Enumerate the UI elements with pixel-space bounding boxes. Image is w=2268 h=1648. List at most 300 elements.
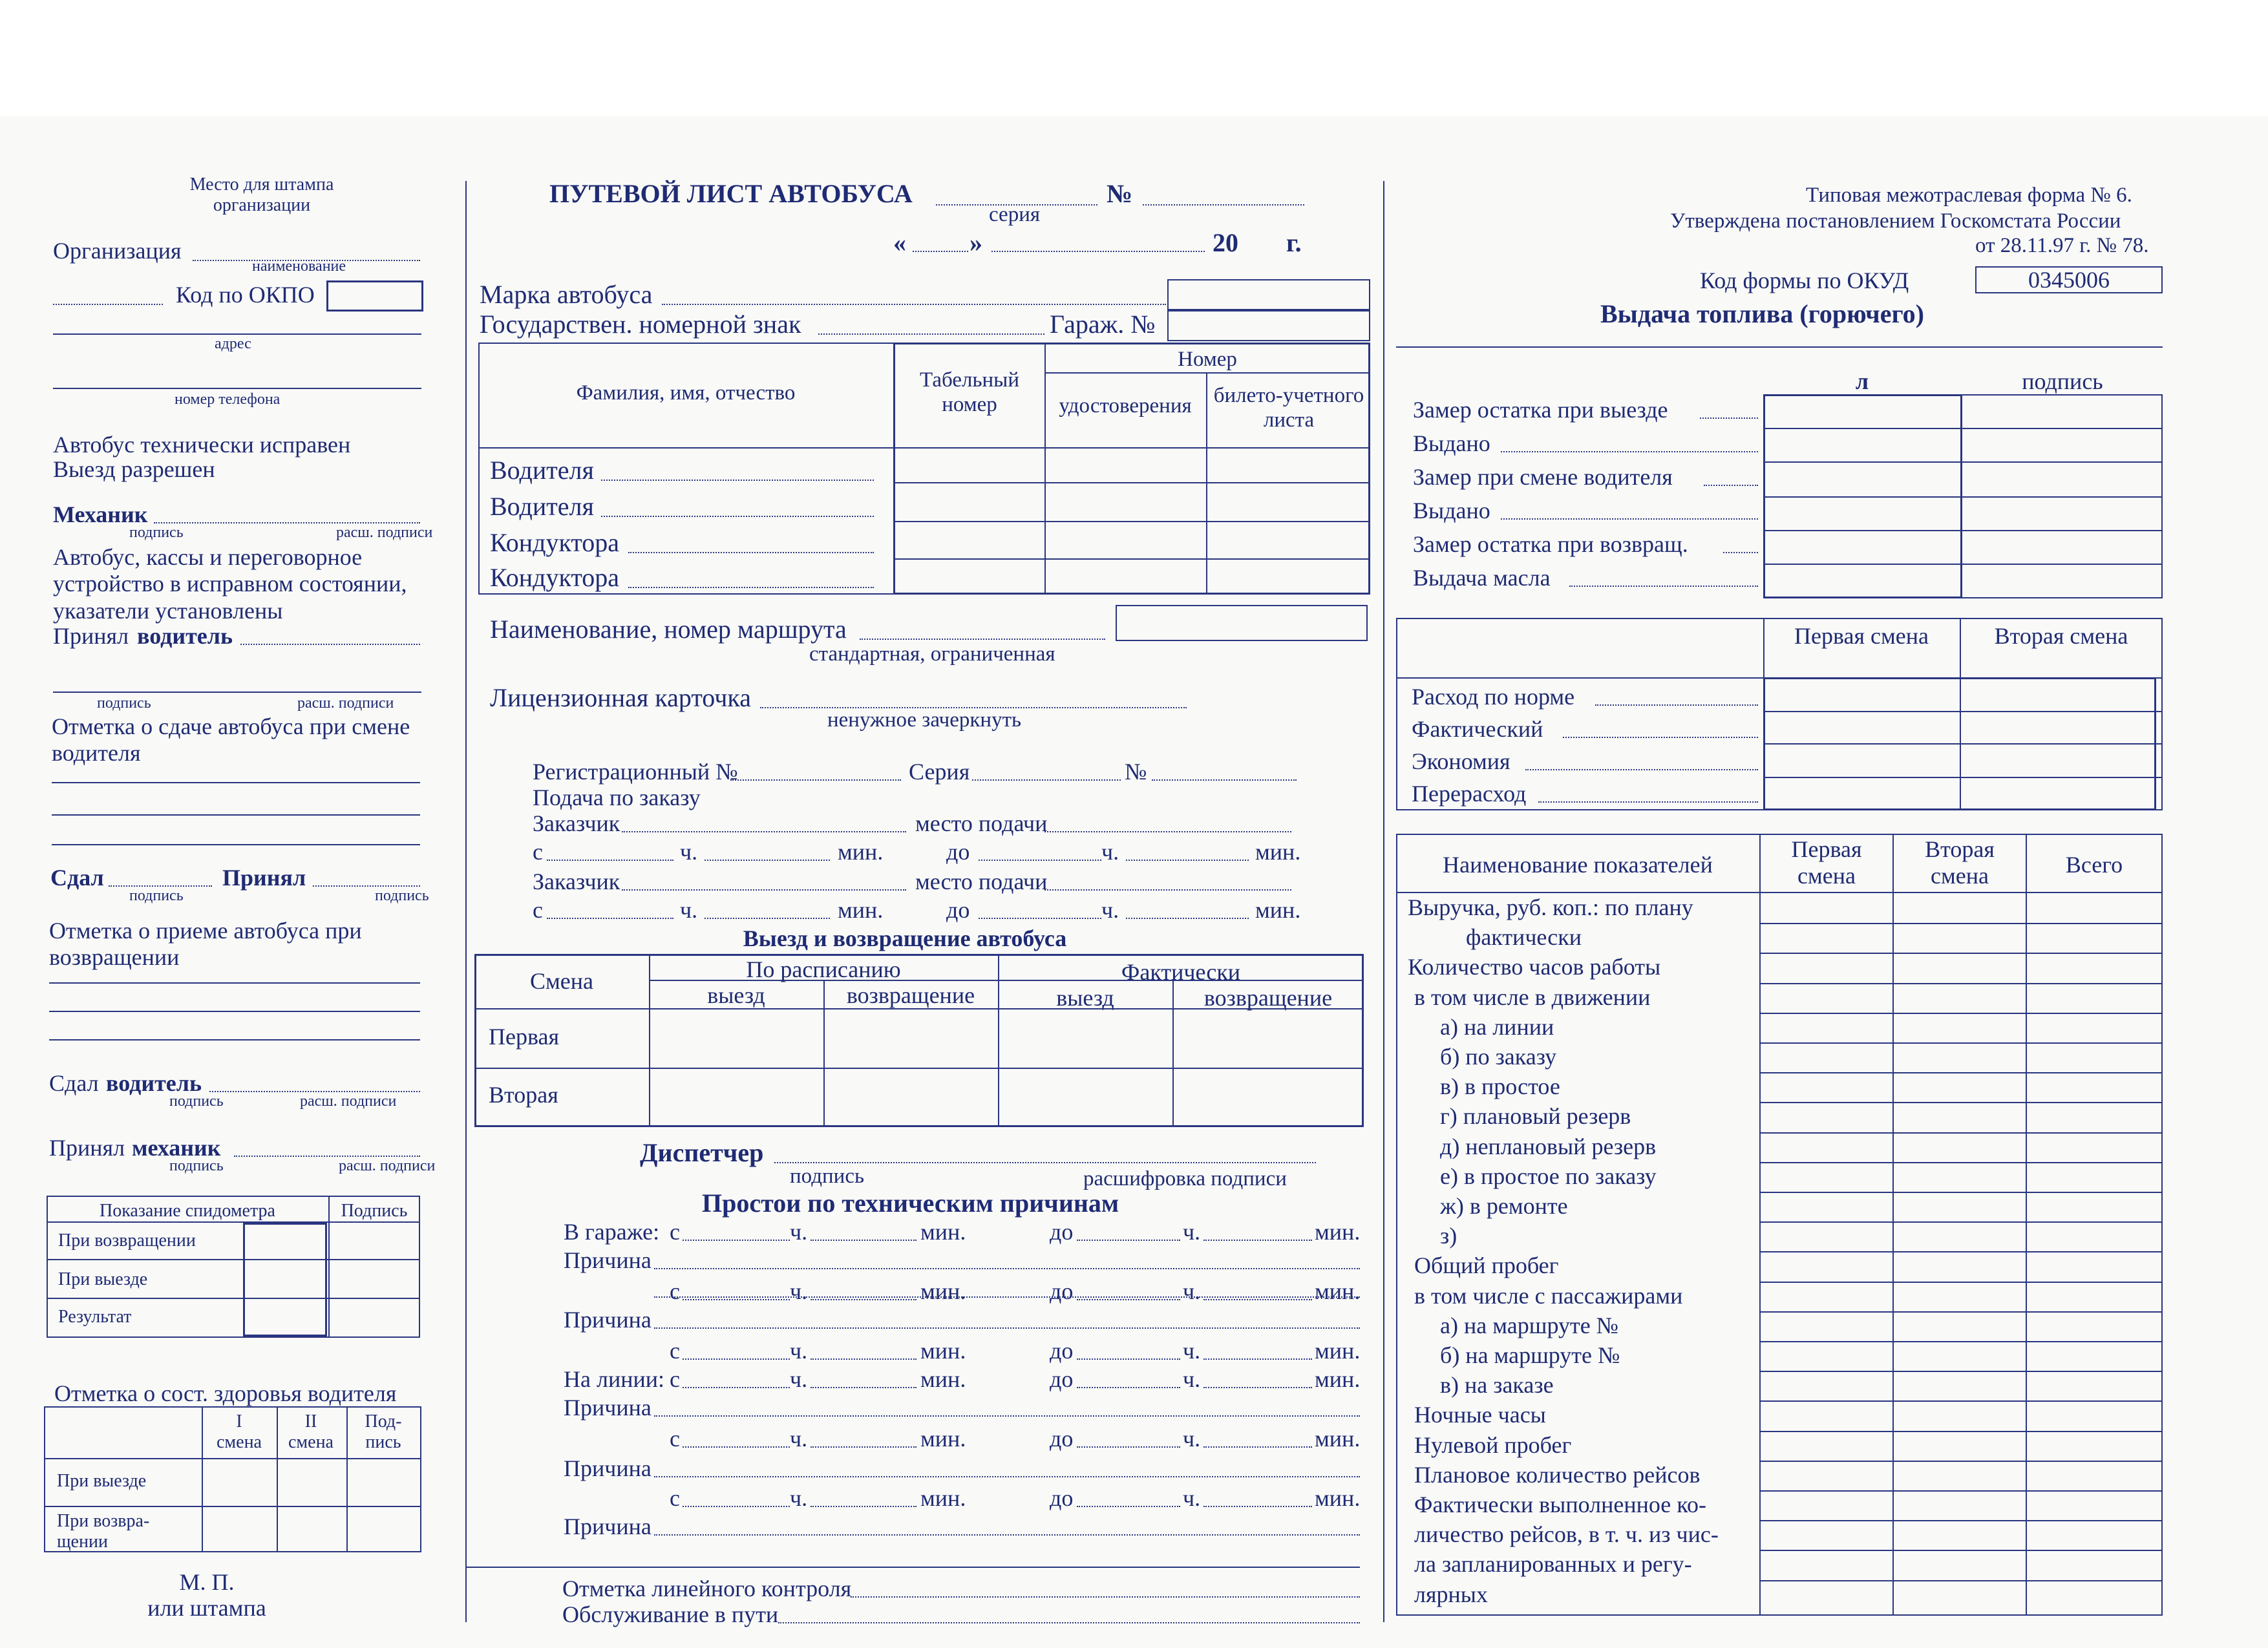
speedo-value-box[interactable] bbox=[243, 1223, 327, 1336]
number-sign: № bbox=[1107, 179, 1133, 208]
table-line bbox=[1759, 1580, 2163, 1581]
from-label: с bbox=[533, 897, 543, 923]
indicator-label: е) в простое по заказу bbox=[1440, 1163, 1657, 1189]
downtime-field[interactable] bbox=[1203, 1240, 1312, 1241]
min-label: мин. bbox=[1255, 839, 1301, 865]
from-label: с bbox=[670, 1278, 680, 1304]
from-hour-field[interactable] bbox=[547, 918, 673, 919]
min-label: мин. bbox=[1315, 1338, 1361, 1364]
exit-col-schedule: По расписанию bbox=[746, 956, 901, 982]
to-hour-field[interactable] bbox=[979, 860, 1101, 861]
reason-field[interactable] bbox=[654, 1268, 1360, 1269]
to-label: до bbox=[1050, 1366, 1074, 1392]
phone-line[interactable] bbox=[53, 388, 421, 389]
to-label: до bbox=[1050, 1426, 1074, 1452]
speedo-row-label: При возвращении bbox=[58, 1231, 196, 1251]
from-label: с bbox=[670, 1426, 680, 1452]
health-row-label: При выезде bbox=[57, 1471, 147, 1491]
bus-make-label: Марка автобуса bbox=[480, 280, 653, 309]
exit-col-back: возвращение bbox=[846, 982, 975, 1008]
return-note: Отметка о приеме автобуса при возвращении bbox=[49, 918, 362, 971]
min-label: мин. bbox=[920, 1366, 966, 1392]
table-line bbox=[1759, 953, 2163, 954]
gave-driver-label: водитель bbox=[106, 1070, 202, 1096]
okpo-code-box[interactable] bbox=[326, 280, 423, 312]
min-label: мин. bbox=[1255, 897, 1301, 923]
form-line-3: от 28.11.97 г. № 78. bbox=[1975, 234, 2149, 257]
downtime-field[interactable] bbox=[1203, 1299, 1312, 1300]
indicator-label: Нулевой пробег bbox=[1414, 1431, 1572, 1458]
reason-label: Причина bbox=[564, 1247, 652, 1273]
fuel-row-label: Замер остатка при выезде bbox=[1413, 397, 1668, 423]
garage-number-box[interactable] bbox=[1167, 310, 1370, 341]
indicator-label: в том числе с пассажирами bbox=[1414, 1282, 1683, 1309]
place-field[interactable] bbox=[1044, 889, 1291, 891]
reg-number-field[interactable] bbox=[730, 779, 901, 781]
downtime-field[interactable] bbox=[811, 1506, 917, 1507]
sign-note: подпись bbox=[169, 1093, 224, 1110]
fuel-title: Выдача топлива (горючего) bbox=[1600, 299, 1924, 328]
or-stamp-label: или штампа bbox=[147, 1595, 266, 1621]
table-line bbox=[1759, 1490, 2163, 1492]
route-code-box[interactable] bbox=[1116, 605, 1368, 641]
dispatcher-field[interactable] bbox=[774, 1162, 1316, 1163]
table-line bbox=[44, 1458, 421, 1459]
shift-1-header: Первая смена bbox=[1794, 623, 1929, 649]
date-open-quote: « bbox=[893, 228, 906, 257]
took-mech-label: механик bbox=[132, 1135, 221, 1161]
table-line bbox=[346, 1406, 348, 1552]
place-label: место подачи bbox=[915, 810, 1048, 836]
customer-field[interactable] bbox=[622, 889, 906, 891]
garage-label: Гараж. № bbox=[1050, 310, 1156, 339]
handover-note: Отметка о сдаче автобуса при смене водителя bbox=[52, 713, 410, 766]
crew-col-fio: Фамилия, имя, отчество bbox=[576, 381, 796, 405]
serie-field[interactable] bbox=[972, 779, 1121, 781]
service-field[interactable] bbox=[778, 1622, 1360, 1623]
min-label: мин. bbox=[1315, 1219, 1361, 1245]
crew-row-label: Водителя bbox=[490, 492, 594, 521]
downtime-field[interactable] bbox=[811, 1358, 917, 1360]
place-label: место подачи bbox=[915, 869, 1048, 894]
hour-label: ч. bbox=[1101, 897, 1119, 923]
indicator-label: Фактически выполненное ко- bbox=[1414, 1492, 1706, 1517]
downtime-title: Простои по техническим причинам bbox=[702, 1188, 1119, 1218]
form-line-2: Утверждена постановлением Госкомстата России bbox=[1670, 209, 2121, 233]
fuel-row-label: Замер остатка при возвращ. bbox=[1413, 531, 1688, 557]
year-suffix: г. bbox=[1286, 228, 1302, 257]
accepted-driver-field[interactable] bbox=[240, 644, 420, 645]
crew-name-field[interactable] bbox=[628, 587, 874, 588]
indicator-label: г) плановый резерв bbox=[1440, 1103, 1631, 1130]
serie-label: Серия bbox=[909, 759, 970, 785]
table-line bbox=[893, 521, 1370, 522]
indicator-label: д) неплановый резерв bbox=[1440, 1133, 1657, 1159]
hour-label: ч. bbox=[1183, 1219, 1201, 1245]
hour-label: ч. bbox=[1183, 1278, 1201, 1304]
ind-header: Наименование показателей bbox=[1443, 852, 1713, 878]
health-col: Под-пись bbox=[365, 1411, 402, 1453]
indicator-label: в) на заказе bbox=[1440, 1372, 1554, 1399]
handover-line-3[interactable] bbox=[52, 844, 420, 845]
from-label: с bbox=[670, 1219, 680, 1245]
decode-note: расш. подписи bbox=[297, 695, 394, 712]
norm-dots bbox=[1595, 704, 1758, 706]
mp-label: М. П. bbox=[179, 1569, 235, 1595]
table-line bbox=[1759, 983, 2163, 984]
gave-label: Сдал bbox=[50, 865, 104, 891]
min-label: мин. bbox=[838, 897, 884, 923]
table-line bbox=[1759, 1251, 2163, 1252]
downtime-field[interactable] bbox=[1077, 1299, 1180, 1300]
min-label: мин. bbox=[920, 1278, 966, 1304]
license-note: ненужное зачеркнуть bbox=[827, 708, 1022, 732]
in-garage-label: В гараже: bbox=[564, 1219, 660, 1245]
handover-line-2[interactable] bbox=[52, 814, 420, 816]
hour-label: ч. bbox=[680, 897, 698, 923]
downtime-field[interactable] bbox=[683, 1240, 790, 1241]
downtime-field[interactable] bbox=[1077, 1358, 1180, 1360]
table-line bbox=[1206, 372, 1207, 595]
address-note: адрес bbox=[215, 335, 251, 352]
reason-field[interactable] bbox=[654, 1327, 1360, 1329]
downtime-field[interactable] bbox=[811, 1240, 917, 1241]
gave-driver-field[interactable] bbox=[209, 1091, 420, 1092]
downtime-field[interactable] bbox=[811, 1446, 917, 1448]
to-label: до bbox=[946, 839, 970, 865]
fuel-col-l: л bbox=[1855, 368, 1869, 394]
table-line bbox=[1759, 923, 2163, 924]
service-label: Обслуживание в пути bbox=[562, 1601, 779, 1627]
year-label: 20 bbox=[1213, 228, 1238, 257]
indicator-label: фактически bbox=[1466, 924, 1582, 951]
downtime-field[interactable] bbox=[1203, 1387, 1312, 1388]
table-line bbox=[1763, 618, 1765, 810]
speedo-row-label: При выезде bbox=[58, 1269, 148, 1289]
downtime-field[interactable] bbox=[1203, 1506, 1312, 1507]
indicator-label: в том числе в движении bbox=[1414, 984, 1651, 1010]
fuel-dots bbox=[1704, 485, 1758, 486]
reason-label: Причина bbox=[564, 1395, 652, 1421]
table-line bbox=[1396, 677, 2163, 679]
table-line bbox=[1759, 1550, 2163, 1551]
reason-field[interactable] bbox=[654, 1415, 1360, 1417]
indicator-label: Количество часов работы bbox=[1408, 954, 1661, 980]
table-line bbox=[1759, 1072, 2163, 1073]
line-control-field[interactable] bbox=[851, 1596, 1360, 1598]
place-field[interactable] bbox=[1044, 831, 1291, 832]
ind-shift-1: Первая смена bbox=[1791, 836, 1862, 889]
table-line bbox=[1763, 597, 2163, 598]
downtime-field[interactable] bbox=[811, 1387, 917, 1388]
reason-field[interactable] bbox=[654, 1534, 1360, 1536]
table-line bbox=[1763, 743, 2163, 745]
column-divider bbox=[1383, 181, 1384, 1622]
bus-make-field[interactable] bbox=[662, 304, 1166, 305]
table-line bbox=[1759, 1341, 2163, 1342]
downtime-field[interactable] bbox=[683, 1387, 790, 1388]
ind-shift-2: Вторая смена bbox=[1925, 836, 1995, 889]
norm-dots bbox=[1525, 769, 1758, 770]
ind-total: Всего bbox=[2065, 852, 2123, 878]
route-note: стандартная, ограниченная bbox=[809, 642, 1055, 666]
table-line bbox=[277, 1406, 278, 1552]
customer-field[interactable] bbox=[622, 831, 906, 832]
handover-line-1[interactable] bbox=[52, 782, 420, 783]
number-field[interactable] bbox=[1143, 204, 1304, 206]
mechanic-sign-field[interactable] bbox=[154, 522, 420, 523]
hour-label: ч. bbox=[790, 1426, 808, 1452]
table-line bbox=[47, 1298, 420, 1299]
table-line bbox=[1759, 1371, 2163, 1372]
exit-title: Выезд и возвращение автобуса bbox=[743, 925, 1067, 951]
sign-note: подпись bbox=[129, 887, 184, 904]
health-row-label: При возвра-щении bbox=[57, 1511, 150, 1552]
speedo-sign-header: Подпись bbox=[341, 1201, 408, 1221]
downtime-field[interactable] bbox=[683, 1358, 790, 1360]
order-label: Подача по заказу bbox=[533, 785, 701, 810]
took-mech-field[interactable] bbox=[234, 1156, 420, 1157]
fuel-row-label: Выдано bbox=[1413, 498, 1490, 523]
month-field[interactable] bbox=[991, 251, 1205, 252]
table-line bbox=[1763, 428, 2163, 429]
decode-note: расш. подписи bbox=[336, 524, 433, 541]
speedo-row-label: Результат bbox=[58, 1307, 132, 1327]
table-line bbox=[1763, 530, 2163, 531]
to-min-field[interactable] bbox=[1126, 860, 1249, 861]
to-label: до bbox=[1050, 1219, 1074, 1245]
downtime-field[interactable] bbox=[1203, 1446, 1312, 1448]
exit-col-out: выезд bbox=[707, 982, 765, 1008]
form-line-1: Типовая межотраслевая форма № 6. bbox=[1806, 184, 2132, 207]
exit-row-label: Вторая bbox=[489, 1082, 558, 1108]
stamp-place-label: Место для штампа организации bbox=[189, 174, 334, 216]
table-line bbox=[1763, 777, 2163, 778]
min-label: мин. bbox=[920, 1426, 966, 1452]
from-min-field[interactable] bbox=[705, 860, 830, 861]
table-line bbox=[44, 1506, 421, 1507]
min-label: мин. bbox=[1315, 1366, 1361, 1392]
downtime-field[interactable] bbox=[683, 1446, 790, 1448]
crew-row-label: Водителя bbox=[490, 456, 594, 485]
norm-row-label: Экономия bbox=[1412, 748, 1510, 774]
norm-dots bbox=[1538, 801, 1758, 803]
num-field[interactable] bbox=[1152, 779, 1297, 781]
table-line bbox=[47, 1259, 420, 1260]
hour-label: ч. bbox=[790, 1485, 808, 1511]
min-label: мин. bbox=[1315, 1278, 1361, 1304]
fuel-dots bbox=[1700, 417, 1758, 419]
to-min-field[interactable] bbox=[1126, 918, 1249, 919]
fuel-dots bbox=[1723, 552, 1758, 553]
crew-name-field[interactable] bbox=[628, 552, 874, 553]
table-line bbox=[1759, 1221, 2163, 1223]
table-line bbox=[1759, 1461, 2163, 1462]
to-label: до bbox=[1050, 1338, 1074, 1364]
table-line bbox=[1759, 1282, 2163, 1283]
separator-line bbox=[465, 1567, 1360, 1568]
downtime-field[interactable] bbox=[1077, 1240, 1180, 1241]
indicator-label: б) на маршруте № bbox=[1440, 1342, 1620, 1368]
hour-label: ч. bbox=[1101, 839, 1119, 865]
decode-note: расш. подписи bbox=[339, 1157, 436, 1174]
plate-label: Государствен. номерной знак bbox=[480, 310, 801, 339]
indicators-values[interactable] bbox=[1759, 892, 2027, 1616]
day-field[interactable] bbox=[913, 251, 968, 252]
plate-field[interactable] bbox=[818, 333, 1044, 335]
took-field[interactable] bbox=[313, 885, 420, 887]
from-label: с bbox=[670, 1338, 680, 1364]
bus-cash-text: Автобус, кассы и переговорное устройство в исправном состоянии, указатели установлены bbox=[53, 544, 407, 624]
table-line bbox=[1759, 1013, 2163, 1014]
fuel-dots bbox=[1569, 586, 1758, 587]
indicator-label: ла запланированных и регу- bbox=[1414, 1551, 1692, 1578]
norm-dots bbox=[1563, 737, 1758, 738]
exit-row-label: Первая bbox=[489, 1024, 560, 1050]
okud-value: 0345006 bbox=[1975, 266, 2163, 293]
exit-col-out: выезд bbox=[1056, 985, 1114, 1011]
reason-field[interactable] bbox=[654, 1296, 1360, 1298]
driver-sign-line[interactable] bbox=[53, 692, 421, 693]
fuel-row-label: Выдано bbox=[1413, 430, 1490, 456]
indicator-label: лярных bbox=[1414, 1581, 1488, 1607]
from-label: с bbox=[533, 839, 543, 865]
bus-ok-text: Автобус технически исправен bbox=[53, 432, 351, 458]
okpo-label: Код по ОКПО bbox=[176, 282, 315, 308]
indicator-label: а) на линии bbox=[1440, 1013, 1554, 1040]
norm-row-label: Перерасход bbox=[1412, 781, 1527, 807]
table-line bbox=[893, 558, 1370, 560]
indicator-label: Выручка, руб. коп.: по плану bbox=[1408, 894, 1693, 920]
column-divider bbox=[465, 181, 467, 1622]
min-label: мин. bbox=[920, 1338, 966, 1364]
address-line[interactable] bbox=[53, 333, 421, 335]
to-hour-field[interactable] bbox=[979, 918, 1101, 919]
indicator-label: б) по заказу bbox=[1440, 1044, 1557, 1070]
organization-label: Организация bbox=[53, 238, 182, 264]
sign-note: подпись bbox=[375, 887, 429, 904]
downtime-field[interactable] bbox=[1077, 1446, 1180, 1448]
shift-2-header: Вторая смена bbox=[1994, 623, 2128, 649]
reason-field[interactable] bbox=[654, 1476, 1360, 1477]
downtime-field[interactable] bbox=[1077, 1387, 1180, 1388]
hour-label: ч. bbox=[1183, 1366, 1201, 1392]
gave-driver-prefix: Сдал bbox=[49, 1070, 99, 1096]
decode-note: расшифровка подписи bbox=[1083, 1167, 1287, 1190]
signature-note: подпись bbox=[790, 1165, 865, 1188]
return-line-2[interactable] bbox=[49, 1011, 420, 1012]
table-line bbox=[1044, 343, 1046, 595]
speedo-title: Показание спидометра bbox=[100, 1201, 275, 1221]
indicator-label: ж) в ремонте bbox=[1440, 1193, 1568, 1219]
sign-note: подпись bbox=[169, 1157, 224, 1174]
min-label: мин. bbox=[920, 1219, 966, 1245]
health-col: II смена bbox=[288, 1411, 334, 1453]
line-control-label: Отметка линейного контроля bbox=[562, 1576, 852, 1601]
hour-label: ч. bbox=[1183, 1338, 1201, 1364]
to-label: до bbox=[1050, 1485, 1074, 1511]
waybill-title: ПУТЕВОЙ ЛИСТ АВТОБУСА bbox=[549, 179, 913, 208]
table-line bbox=[1960, 618, 1961, 810]
reason-label: Причина bbox=[564, 1307, 652, 1333]
table-line bbox=[1759, 1192, 2163, 1193]
from-hour-field[interactable] bbox=[547, 860, 673, 861]
table-line bbox=[1759, 1042, 2163, 1044]
separator-line bbox=[1396, 346, 2163, 348]
table-line bbox=[1763, 564, 2163, 565]
crew-col-ticket: билето-учетного листа bbox=[1213, 384, 1364, 432]
okpo-dots bbox=[53, 304, 163, 305]
to-label: до bbox=[1050, 1278, 1074, 1304]
crew-name-field[interactable] bbox=[601, 516, 874, 517]
series-label: серия bbox=[989, 203, 1041, 226]
mechanic-label: Механик bbox=[53, 502, 148, 527]
indicator-label: Общий пробег bbox=[1414, 1252, 1559, 1279]
hour-label: ч. bbox=[680, 839, 698, 865]
hour-label: ч. bbox=[790, 1278, 808, 1304]
downtime-field[interactable] bbox=[683, 1506, 790, 1507]
okud-label: Код формы по ОКУД bbox=[1700, 268, 1909, 293]
indicator-label: Плановое количество рейсов bbox=[1414, 1461, 1701, 1488]
reg-number-label: Регистрационный № bbox=[533, 759, 738, 785]
accepted-driver-prefix: Принял bbox=[53, 623, 129, 649]
table-line bbox=[1044, 372, 1370, 374]
downtime-field[interactable] bbox=[683, 1299, 790, 1300]
min-label: мин. bbox=[1315, 1485, 1361, 1511]
table-line bbox=[1763, 496, 2163, 498]
fuel-row-label: Выдача масла bbox=[1413, 565, 1551, 591]
hour-label: ч. bbox=[1183, 1485, 1201, 1511]
return-line-1[interactable] bbox=[49, 982, 420, 984]
fuel-col-sign: подпись bbox=[2022, 368, 2103, 394]
name-note: наименование bbox=[252, 258, 346, 275]
crew-name-field[interactable] bbox=[601, 480, 874, 481]
crew-row-label: Кондуктора bbox=[490, 528, 620, 557]
crew-col-tab: Табельный номер bbox=[920, 368, 1019, 416]
downtime-field[interactable] bbox=[1203, 1358, 1312, 1360]
crew-col-cert: удостоверения bbox=[1059, 394, 1192, 417]
table-line bbox=[47, 1221, 420, 1223]
gave-field[interactable] bbox=[109, 885, 212, 887]
num-label: № bbox=[1125, 759, 1147, 785]
bus-make-code-box[interactable] bbox=[1167, 279, 1370, 310]
exit-col-shift: Смена bbox=[529, 968, 593, 994]
indicator-label: Ночные часы bbox=[1414, 1402, 1546, 1428]
date-close-quote: » bbox=[970, 228, 982, 257]
min-label: мин. bbox=[920, 1485, 966, 1511]
exit-col-back: возвращение bbox=[1203, 985, 1333, 1011]
fuel-dots bbox=[1501, 451, 1758, 452]
route-field[interactable] bbox=[860, 639, 1105, 640]
norm-row-label: Фактический bbox=[1412, 716, 1543, 742]
hour-label: ч. bbox=[790, 1366, 808, 1392]
downtime-field[interactable] bbox=[1077, 1506, 1180, 1507]
table-line bbox=[1759, 1102, 2163, 1103]
min-label: мин. bbox=[1315, 1426, 1361, 1452]
table-line bbox=[474, 1068, 1364, 1069]
fuel-dots bbox=[1501, 518, 1758, 520]
return-line-3[interactable] bbox=[49, 1039, 420, 1041]
from-min-field[interactable] bbox=[705, 918, 830, 919]
accepted-driver-label: водитель bbox=[137, 623, 233, 649]
took-label: Принял bbox=[222, 865, 306, 891]
downtime-field[interactable] bbox=[811, 1299, 917, 1300]
hour-label: ч. bbox=[1183, 1426, 1201, 1452]
waybill-sheet bbox=[0, 116, 2268, 1648]
customer-label: Заказчик bbox=[533, 810, 620, 836]
health-title: Отметка о сост. здоровья водителя bbox=[54, 1380, 397, 1406]
indicator-label: з) bbox=[1440, 1223, 1457, 1249]
